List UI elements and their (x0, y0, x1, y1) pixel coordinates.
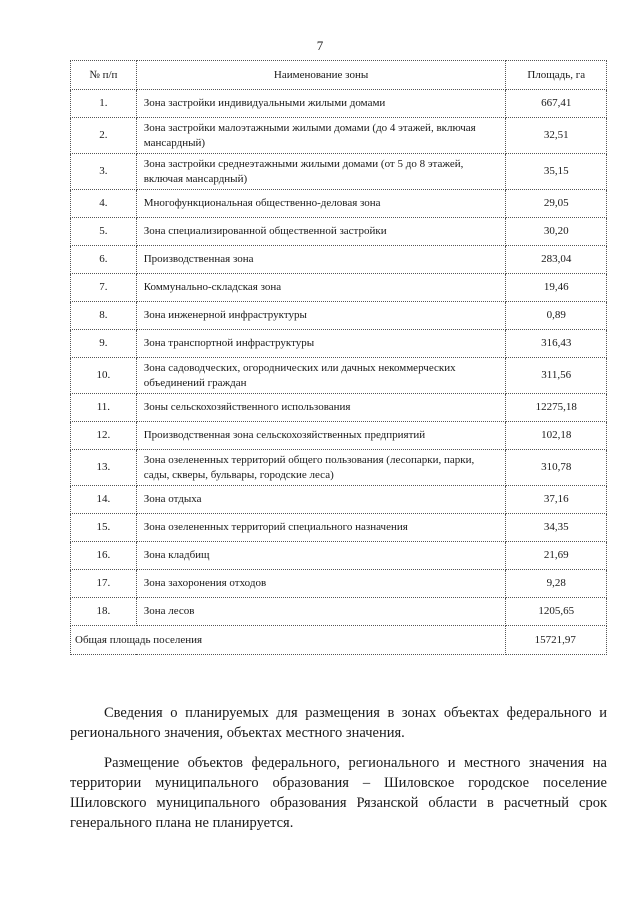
row-name: Коммунально-складская зона (136, 274, 506, 302)
table-row (71, 422, 607, 450)
row-area: 34,35 (506, 514, 607, 542)
table-row (71, 358, 607, 394)
row-area: 9,28 (506, 570, 607, 598)
zones-table (70, 60, 607, 655)
row-name: Зона озелененных территорий общего пользования (лесопарки, парки, сады, скверы, бульвары, городские леса) (136, 450, 506, 486)
row-num: 7. (71, 274, 137, 302)
row-area: 102,18 (506, 422, 607, 450)
table-row (71, 246, 607, 274)
table-row (71, 330, 607, 358)
row-area: 1205,65 (506, 598, 607, 626)
row-name: Производственная зона (136, 246, 506, 274)
row-num: 17. (71, 570, 137, 598)
table-row (71, 542, 607, 570)
header-num: № п/п (71, 61, 137, 90)
body-text (70, 703, 607, 843)
row-area: 12275,18 (506, 394, 607, 422)
row-num: 10. (71, 358, 137, 394)
row-num: 6. (71, 246, 137, 274)
row-num: 8. (71, 302, 137, 330)
row-name: Зона инженерной инфраструктуры (136, 302, 506, 330)
row-area: 0,89 (506, 302, 607, 330)
table-row (71, 154, 607, 190)
row-area: 310,78 (506, 450, 607, 486)
table-row (71, 394, 607, 422)
table-row (71, 450, 607, 486)
row-area: 35,15 (506, 154, 607, 190)
table-row (71, 486, 607, 514)
row-area: 19,46 (506, 274, 607, 302)
row-name: Зона застройки малоэтажными жилыми домами (до 4 этажей, включая мансардный) (136, 118, 506, 154)
table-row (71, 274, 607, 302)
row-name: Зона специализированной общественной застройки (136, 218, 506, 246)
row-name: Зона садоводческих, огороднических или дачных некоммерческих объединений граждан (136, 358, 506, 394)
row-name: Многофункциональная общественно-деловая зона (136, 190, 506, 218)
row-name: Производственная зона сельскохозяйственных предприятий (136, 422, 506, 450)
row-area: 667,41 (506, 90, 607, 118)
table-row (71, 218, 607, 246)
row-num: 14. (71, 486, 137, 514)
table-header-row (71, 61, 607, 90)
row-num: 11. (71, 394, 137, 422)
row-num: 3. (71, 154, 137, 190)
row-num: 4. (71, 190, 137, 218)
row-area: 21,69 (506, 542, 607, 570)
row-name: Зона кладбищ (136, 542, 506, 570)
row-num: 12. (71, 422, 137, 450)
row-area: 316,43 (506, 330, 607, 358)
row-num: 16. (71, 542, 137, 570)
paragraph-placement: Размещение объектов федерального, регионального и местного значения на территории муниципального образования – Шиловское городское поселение Шиловского муниципального образования Рязанской области в расчетный срок генерального плана не планируется. (70, 755, 607, 831)
paragraph-planned-objects: Сведения о планируемых для размещения в зонах объектах федерального и регионального значения, объектах местного значения. (70, 705, 607, 741)
table-row (71, 118, 607, 154)
table-row (71, 570, 607, 598)
row-name: Зона озелененных территорий специального назначения (136, 514, 506, 542)
total-label: Общая площадь поселения (71, 626, 506, 655)
table-row (71, 302, 607, 330)
row-name: Зона захоронения отходов (136, 570, 506, 598)
total-area: 15721,97 (506, 626, 607, 655)
row-name: Зона транспортной инфраструктуры (136, 330, 506, 358)
row-num: 15. (71, 514, 137, 542)
row-name: Зоны сельскохозяйственного использования (136, 394, 506, 422)
row-area: 311,56 (506, 358, 607, 394)
row-num: 18. (71, 598, 137, 626)
table-row (71, 190, 607, 218)
header-name: Наименование зоны (136, 61, 506, 90)
page-number: 7 (316, 38, 324, 53)
row-num: 13. (71, 450, 137, 486)
header-area: Площадь, га (506, 61, 607, 90)
row-area: 283,04 (506, 246, 607, 274)
row-name: Зона отдыха (136, 486, 506, 514)
row-name: Зона застройки среднеэтажными жилыми домами (от 5 до 8 этажей, включая мансардный) (136, 154, 506, 190)
row-num: 9. (71, 330, 137, 358)
row-area: 30,20 (506, 218, 607, 246)
row-area: 29,05 (506, 190, 607, 218)
table-row (71, 598, 607, 626)
table-row (71, 514, 607, 542)
row-area: 32,51 (506, 118, 607, 154)
row-name: Зона лесов (136, 598, 506, 626)
row-area: 37,16 (506, 486, 607, 514)
table-row (71, 90, 607, 118)
row-name: Зона застройки индивидуальными жилыми домами (136, 90, 506, 118)
row-num: 1. (71, 90, 137, 118)
row-num: 5. (71, 218, 137, 246)
row-num: 2. (71, 118, 137, 154)
table-total-row (71, 626, 607, 655)
